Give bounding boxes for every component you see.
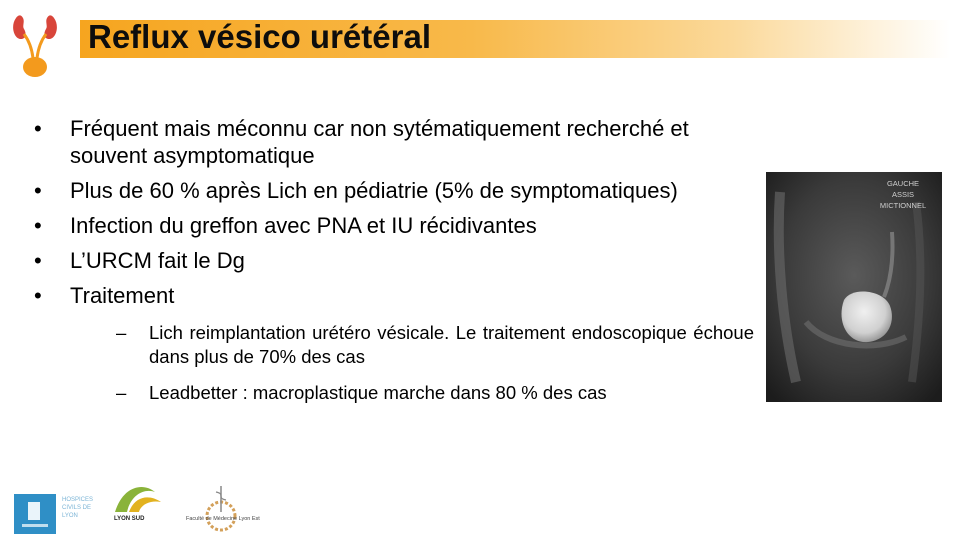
xray-label (868, 178, 938, 211)
xray-label-line: GAUCHE (886, 179, 920, 188)
bullet-marker: • (34, 248, 42, 273)
bullet-marker: • (34, 116, 42, 141)
xray-label-line: ASSIS (891, 190, 915, 199)
bullet-text: Fréquent mais méconnu car non sytématiquement recherché et souvent asymptomatique (70, 116, 689, 168)
hcl-logo-icon (14, 494, 56, 534)
sub-bullet-text: Leadbetter : macroplastique marche dans 80 % des cas (149, 382, 607, 403)
hcl-logo-text: HOSPICES CIVILS DE LYON (62, 497, 94, 519)
bullet-item (34, 177, 754, 204)
bullet-text: L’URCM fait le Dg (70, 248, 245, 273)
sub-bullet-item (116, 321, 754, 369)
slide-title: Reflux vésico urétéral (88, 18, 431, 55)
bullet-item (34, 282, 754, 405)
bullet-text: Plus de 60 % après Lich en pédiatrie (5% de symptomatiques) (70, 178, 678, 203)
xray-label-line: MICTIONNEL (879, 201, 927, 210)
lyon-sud-logo-icon (109, 482, 169, 534)
sub-bullet-text: Lich reimplantation urétéro vésicale. Le traitement endoscopique échoue dans plus de 70% des cas (149, 322, 754, 367)
bullet-item (34, 115, 754, 169)
bullet-text: Infection du greffon avec PNA et IU récidivantes (70, 213, 537, 238)
bullet-marker: • (34, 178, 42, 203)
bullet-marker: • (34, 213, 42, 238)
bullet-item (34, 212, 754, 239)
bullet-list (34, 115, 754, 413)
bullet-text: Traitement (70, 283, 175, 308)
faculte-logo-icon (176, 482, 266, 534)
sub-bullet-list (70, 321, 754, 405)
sub-bullet-marker: – (116, 322, 127, 343)
kidney-logo-icon (12, 12, 58, 82)
xray-image (766, 172, 942, 402)
sub-bullet-marker: – (116, 382, 127, 403)
bullet-item (34, 247, 754, 274)
bullet-marker: • (34, 283, 42, 308)
faculte-logo-text: Faculté de Médecine Lyon Est (186, 516, 260, 522)
lyon-sud-logo-text: LYON SUD (114, 516, 145, 522)
footer-logos (14, 482, 274, 532)
sub-bullet-item (116, 381, 754, 405)
